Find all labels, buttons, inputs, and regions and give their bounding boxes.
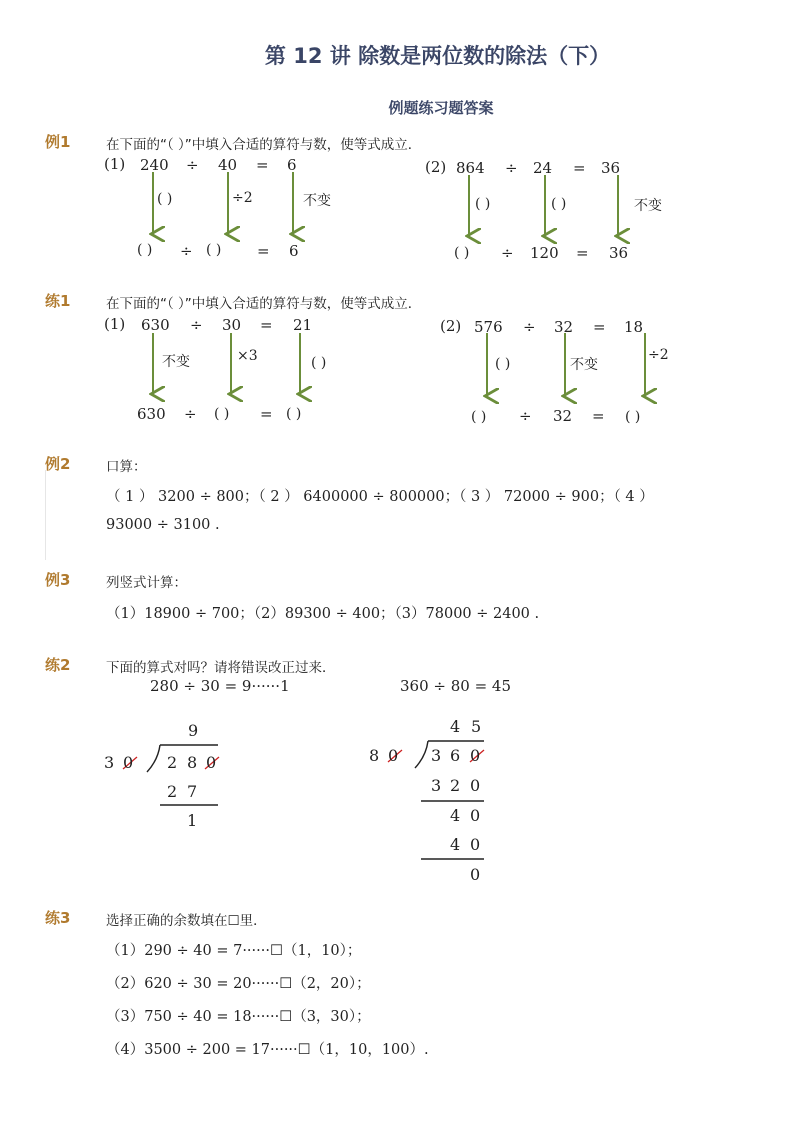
- ex1-p1-a: 240: [140, 156, 169, 174]
- ex1-p2-arrow3-note: 不变: [634, 198, 662, 214]
- div1-dividend-digit: 2: [167, 753, 178, 772]
- ex1-p1-arrow1-note: ( ): [157, 191, 173, 207]
- ex1-p2-c: 36: [601, 159, 621, 177]
- pr1-p2-arrow3-note: ÷2: [648, 347, 669, 363]
- prompt-pr3: 选择正确的余数填在☐里．: [106, 913, 267, 929]
- pr1-p1-b: 30: [222, 316, 242, 334]
- ex1-p1-bottom-eq: =: [257, 242, 270, 260]
- pr1-p2-a: 576: [474, 318, 503, 336]
- pr1-p2-bottom-a: ( ): [471, 409, 487, 425]
- pr1-p2-bottom-op: ÷: [519, 407, 532, 425]
- pr1-p1-bottom-b: ( ): [214, 406, 230, 422]
- ex1-p2-bottom-c: 36: [609, 244, 629, 262]
- pr1-p2-c: 18: [624, 318, 644, 336]
- ex1-p2-arrow1-note: ( ): [475, 196, 491, 212]
- div2-remainder: 0: [470, 865, 481, 884]
- prompt-pr1: 在下面的“（ ）”中填入合适的算符与数，使等式成立．: [106, 296, 422, 312]
- div1-dividend-digit: 8: [187, 753, 198, 772]
- div2-quotient-digit: 5: [471, 717, 482, 736]
- label-ex3: 例3: [45, 571, 71, 589]
- ex1-p2-bottom-op: ÷: [501, 244, 514, 262]
- pr1-p2-arrow1-note: ( ): [495, 356, 511, 372]
- div2-rest1-digit: 0: [470, 806, 481, 825]
- ex2-line2: 93000 ÷ 3100 .: [106, 517, 220, 533]
- ex1-p2-num: (2): [425, 158, 447, 176]
- ex1-p1-num: (1): [104, 155, 126, 173]
- div2-dividend-digit: 6: [450, 746, 461, 765]
- div1-divisor-digit: 0: [123, 753, 134, 772]
- div1-remainder: 1: [187, 811, 198, 830]
- pr1-p1-bottom-op: ÷: [184, 405, 197, 423]
- div1-sub-digit: 7: [187, 782, 198, 801]
- pr1-p2-arrow2-note: 不变: [570, 357, 598, 373]
- div1-quotient: 9: [188, 721, 199, 740]
- div2-sub1-digit: 2: [450, 776, 461, 795]
- prompt-ex1: 在下面的“（ ）”中填入合适的算符与数，使等式成立．: [106, 137, 422, 153]
- pr1-p1-op: ÷: [190, 316, 203, 334]
- ex1-p2-eq: =: [573, 159, 586, 177]
- label-pr1: 练1: [45, 292, 71, 310]
- div2-sub2-digit: 0: [470, 835, 481, 854]
- pr1-p1-eq: =: [260, 316, 273, 334]
- pr1-p2-b: 32: [554, 318, 574, 336]
- div2-divisor-digit: 8: [369, 746, 380, 765]
- pr2-eq2: 360 ÷ 80 = 45: [400, 677, 512, 695]
- ex1-p2-bottom-a: ( ): [454, 245, 470, 261]
- prompt-ex2: 口算：: [106, 459, 147, 475]
- ex1-p1-eq: =: [256, 156, 269, 174]
- page-subtitle: 例题练习题答案: [388, 99, 494, 117]
- ex1-p1-arrow2-note: ÷2: [232, 190, 253, 206]
- pr1-p1-arrow3-note: ( ): [311, 355, 327, 371]
- pr1-p2-bottom-eq: =: [592, 407, 605, 425]
- ex1-p1-bottom-a: ( ): [137, 242, 153, 258]
- pr1-p1-arrow2-note: ×3: [237, 348, 258, 364]
- margin-rule: [45, 470, 46, 560]
- div2-sub1-digit: 0: [470, 776, 481, 795]
- ex1-p1-bottom-op: ÷: [180, 242, 193, 260]
- pr3-item: （1）290 ÷ 40 = 7······☐（1，10）；: [106, 943, 362, 959]
- prompt-ex3: 列竖式计算：: [106, 575, 187, 591]
- ex1-p2-op: ÷: [505, 159, 518, 177]
- label-pr2: 练2: [45, 656, 71, 674]
- pr1-p1-bottom-c: ( ): [286, 406, 302, 422]
- div2-quotient-digit: 4: [450, 717, 461, 736]
- label-ex2: 例2: [45, 455, 71, 473]
- ex1-p1-c: 6: [287, 156, 297, 174]
- div1-sub-digit: 2: [167, 782, 178, 801]
- pr1-p2-eq: =: [593, 318, 606, 336]
- div1-divisor-digit: 3: [104, 753, 115, 772]
- ex1-p1-op: ÷: [186, 156, 199, 174]
- ex1-p2-arrow2-note: ( ): [551, 196, 567, 212]
- div2-rest1-digit: 4: [450, 806, 461, 825]
- ex1-p2-bottom-b: 120: [530, 244, 559, 262]
- pr1-p1-bottom-a: 630: [137, 405, 166, 423]
- div2-divisor-digit: 0: [388, 746, 399, 765]
- div2-sub1-digit: 3: [431, 776, 442, 795]
- ex1-p1-bottom-c: 6: [289, 242, 299, 260]
- pr2-eq1: 280 ÷ 30 = 9······1: [150, 677, 290, 695]
- pr3-item: （2）620 ÷ 30 = 20······☐（2，20）；: [106, 976, 371, 992]
- div2-dividend-digit: 0: [470, 746, 481, 765]
- ex1-p2-b: 24: [533, 159, 553, 177]
- ex2-line1: （ 1 ） 3200 ÷ 800；（ 2 ） 6400000 ÷ 800000；（ 3 ） 72000 ÷ 900；（ 4 ）: [106, 489, 654, 505]
- ex1-p1-bottom-b: ( ): [206, 242, 222, 258]
- ex1-p1-arrow3-note: 不变: [303, 193, 331, 209]
- pr1-p1-a: 630: [141, 316, 170, 334]
- div1-dividend-digit: 0: [206, 753, 217, 772]
- div2-dividend-digit: 3: [431, 746, 442, 765]
- pr1-p1-bottom-eq: =: [260, 405, 273, 423]
- ex1-p2-bottom-eq: =: [576, 244, 589, 262]
- pr3-item: （3）750 ÷ 40 = 18······☐（3，30）；: [106, 1009, 371, 1025]
- pr3-item: （4）3500 ÷ 200 = 17······☐（1，10，100）.: [106, 1042, 429, 1058]
- label-pr3: 练3: [45, 909, 71, 927]
- pr1-p2-bottom-b: 32: [553, 407, 573, 425]
- div2-sub2-digit: 4: [450, 835, 461, 854]
- label-ex1: 例1: [45, 133, 71, 151]
- ex1-p2-a: 864: [456, 159, 485, 177]
- ex3-line1: （1）18900 ÷ 700；（2）89300 ÷ 400；（3）78000 ÷ 2400 .: [106, 606, 540, 622]
- ex1-p1-b: 40: [218, 156, 238, 174]
- prompt-pr2: 下面的算式对吗？请将错误改正过来．: [106, 660, 336, 676]
- pr1-p1-num: (1): [104, 315, 126, 333]
- page-title: 第 12 讲 除数是两位数的除法（下）: [264, 44, 611, 68]
- pr1-p1-arrow1-note: 不变: [162, 354, 190, 370]
- pr1-p2-bottom-c: ( ): [625, 409, 641, 425]
- pr1-p2-num: (2): [440, 317, 462, 335]
- pr1-p2-op: ÷: [523, 318, 536, 336]
- pr1-p1-c: 21: [293, 316, 313, 334]
